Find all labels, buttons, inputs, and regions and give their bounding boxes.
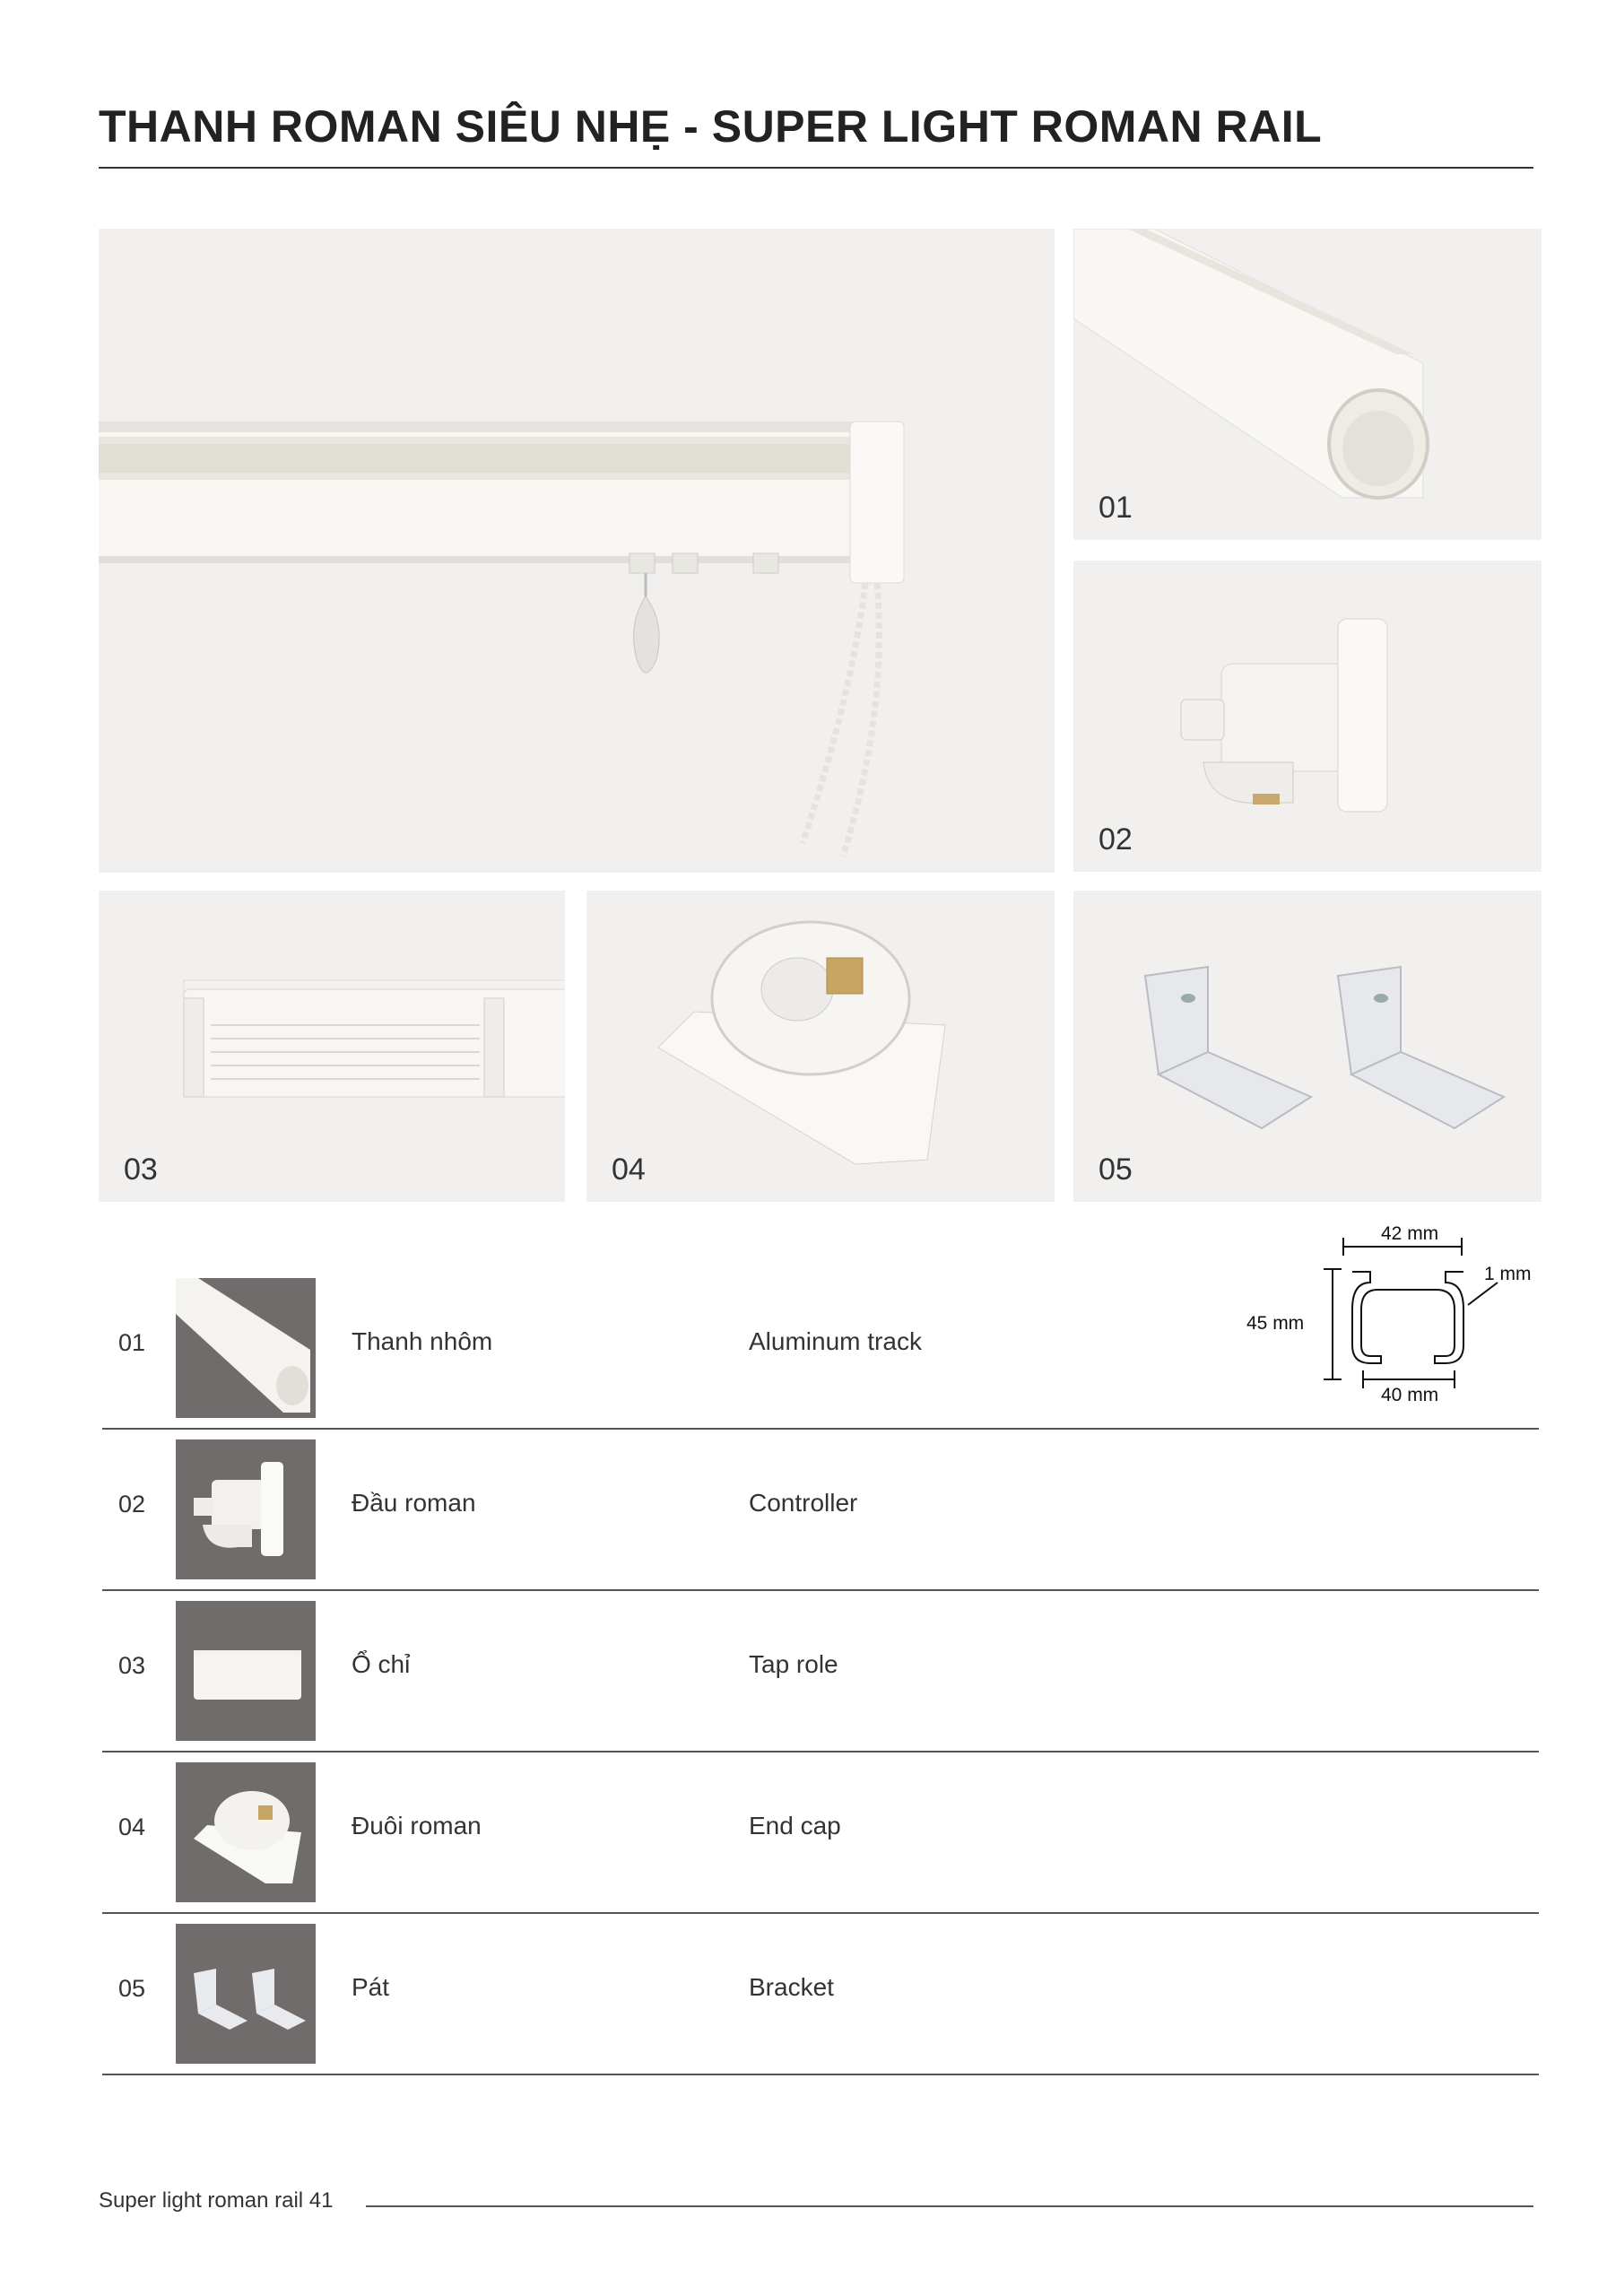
dim-thickness: 1 mm: [1484, 1264, 1532, 1284]
dim-height: 45 mm: [1246, 1313, 1305, 1334]
part-number: 04: [118, 1813, 146, 1840]
photo-02: [1073, 561, 1541, 872]
part-name-vi: Thanh nhôm: [352, 1327, 493, 1355]
part-name-en: Controller: [749, 1489, 858, 1517]
part-name-vi: Pát: [352, 1973, 390, 2001]
title-divider: [99, 167, 1533, 169]
controller-image: [1073, 561, 1541, 872]
part-name-vi: Đuôi roman: [352, 1812, 482, 1839]
page-footer: Super light roman rail 41: [99, 2188, 334, 2213]
photo-03: [99, 891, 565, 1202]
bracket-image: [1073, 891, 1541, 1202]
table-row: [102, 1751, 1539, 1914]
photo-number: 03: [124, 1152, 158, 1187]
photo-number: 05: [1099, 1152, 1133, 1187]
photo-01: [1073, 229, 1541, 540]
photo-number: 01: [1099, 491, 1133, 525]
table-row: [102, 1266, 1539, 1430]
end-cap-image: [586, 891, 1055, 1202]
cord-lock-image: [99, 891, 565, 1202]
part-name-en: Bracket: [749, 1973, 834, 2001]
part-thumbnail: [176, 1601, 316, 1741]
part-thumbnail: [176, 1439, 316, 1579]
main-rail-photo: [99, 229, 1055, 873]
aluminum-track-image: [1073, 229, 1541, 540]
part-number: 05: [118, 1975, 146, 2002]
part-name-en: Tap role: [749, 1650, 838, 1678]
dim-bottom: 40 mm: [1381, 1385, 1439, 1405]
page-title: THANH ROMAN SIÊU NHẸ - SUPER LIGHT ROMAN RAIL: [99, 101, 1323, 152]
part-number: 02: [118, 1491, 146, 1518]
part-number: 03: [118, 1652, 146, 1679]
part-number: 01: [118, 1329, 146, 1356]
photo-number: 04: [612, 1152, 646, 1187]
part-name-en: Aluminum track: [749, 1327, 922, 1355]
part-name-en: End cap: [749, 1812, 841, 1839]
photo-number: 02: [1099, 822, 1133, 857]
photo-04: [586, 891, 1055, 1202]
photo-05: [1073, 891, 1541, 1202]
table-row: [102, 1912, 1539, 2075]
part-thumbnail: [176, 1924, 316, 2064]
rail-assembly-illustration: [99, 229, 1055, 873]
table-row: [102, 1428, 1539, 1591]
part-thumbnail: [176, 1278, 316, 1418]
footer-divider: [366, 2205, 1533, 2207]
table-row: [102, 1589, 1539, 1752]
dim-top: 42 mm: [1381, 1223, 1439, 1244]
part-name-vi: Ổ chỉ: [352, 1650, 411, 1678]
part-thumbnail: [176, 1762, 316, 1902]
part-name-vi: Đầu roman: [352, 1489, 476, 1517]
